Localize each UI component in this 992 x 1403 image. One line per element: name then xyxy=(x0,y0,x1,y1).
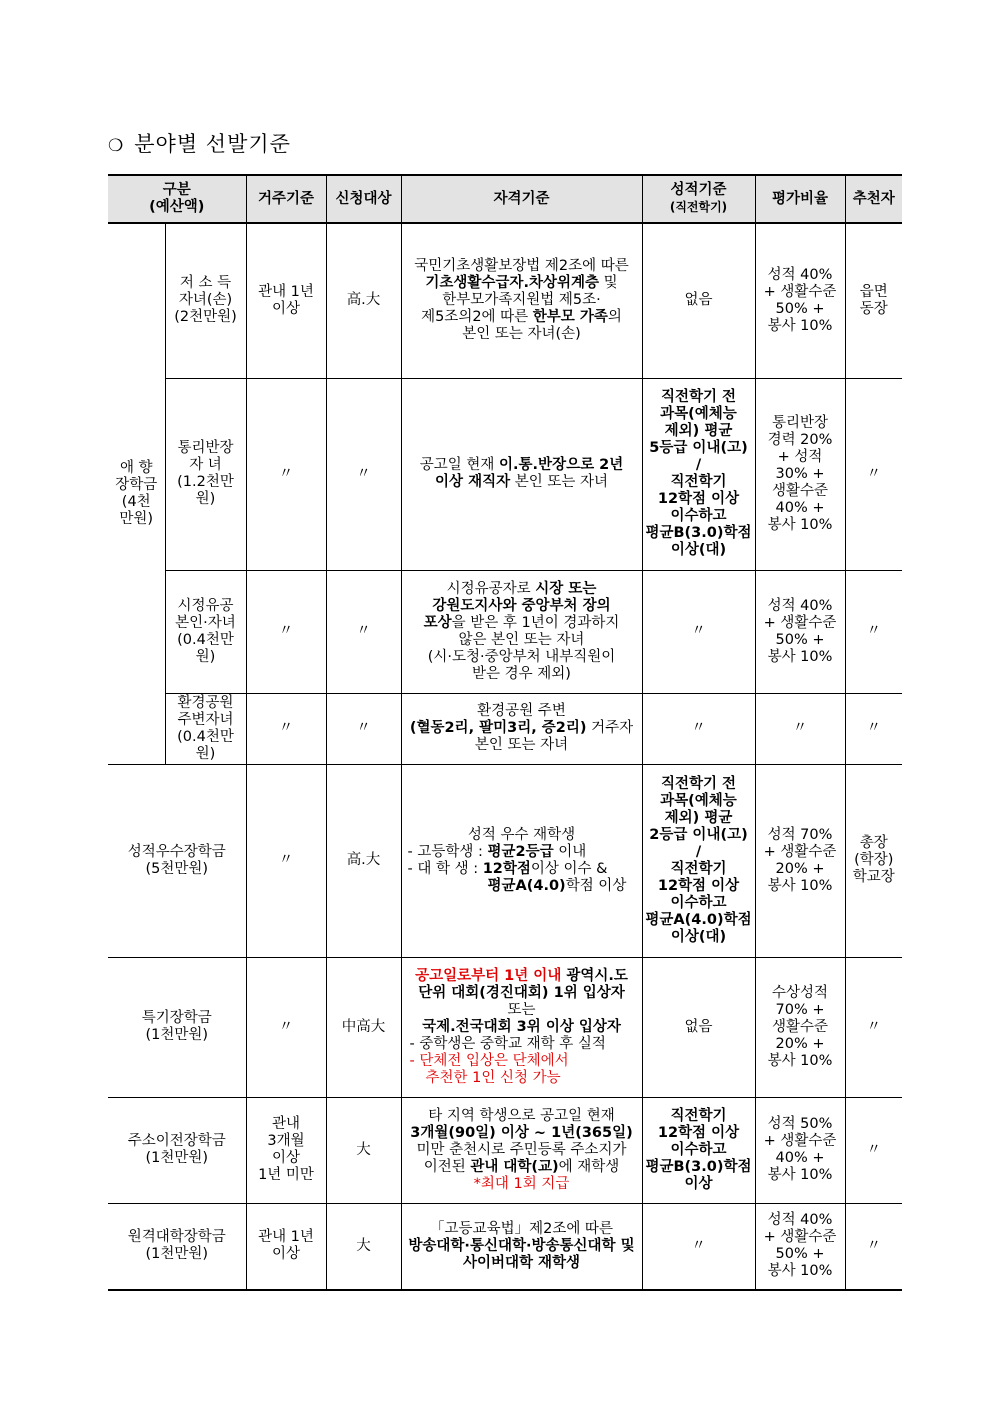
table-row xyxy=(108,764,902,957)
row-residence: 〃 xyxy=(246,570,326,693)
row-grade: 직전학기 12학점 이상 이수하고 평균B(3.0)학점 이상 xyxy=(642,1097,755,1203)
row-name: 특기장학금 (1천만원) xyxy=(108,957,246,1097)
circle-bullet-icon: ❍ xyxy=(108,136,125,156)
header-ratio: 평가비율 xyxy=(755,175,845,223)
row-residence: 〃 xyxy=(246,693,326,764)
row-qualification: 타 지역 학생으로 공고일 현재 3개월(90일) 이상 ~ 1년(365일) 미만 춘천시로 주민등록 주소지가 이전된 관내 대학(교)에 재학생 *최대 1회 지급 xyxy=(401,1097,642,1203)
selection-criteria-table xyxy=(108,174,902,1291)
header-recommender: 추천자 xyxy=(845,175,902,223)
row-residence: 관내 1년 이상 xyxy=(246,223,326,378)
row-grade: 직전학기 전 과목(예체능 제외) 평균 2등급 이내(고) / 직전학기 12학점 이상 이수하고 평균A(4.0)학점 이상(대) xyxy=(642,764,755,957)
row-recommender: 〃 xyxy=(845,1203,902,1290)
row-ratio: 통리반장 경력 20% + 성적 30% + 생활수준 40% + 봉사 10% xyxy=(755,378,845,570)
row-residence: 관내 3개월 이상 1년 미만 xyxy=(246,1097,326,1203)
table-row xyxy=(108,378,902,570)
header-row xyxy=(108,175,902,223)
row-grade: 직전학기 전 과목(예체능 제외) 평균 5등급 이내(고) / 직전학기 12학점 이상 이수하고 평균B(3.0)학점 이상(대) xyxy=(642,378,755,570)
row-grade: 없음 xyxy=(642,223,755,378)
row-qualification: 성적 우수 재학생 - 고등학생 : 평균2등급 이내 - 대 학 생 : 12학점이상 이수 & 평균A(4.0)학점 이상 xyxy=(401,764,642,957)
row-ratio: 성적 40% + 생활수준 50% + 봉사 10% xyxy=(755,570,845,693)
row-recommender: 〃 xyxy=(845,1097,902,1203)
row-recommender: 총장 (학장) 학교장 xyxy=(845,764,902,957)
row-target: 中高大 xyxy=(326,957,401,1097)
row-name: 환경공원 주변자녀 (0.4천만원) xyxy=(165,693,246,764)
table-row xyxy=(108,223,902,378)
row-ratio: 〃 xyxy=(755,693,845,764)
row-qualification: 공고일 현재 이.통.반장으로 2년 이상 재직자 본인 또는 자녀 xyxy=(401,378,642,570)
row-residence: 〃 xyxy=(246,764,326,957)
row-name: 원격대학장학금 (1천만원) xyxy=(108,1203,246,1290)
table-row xyxy=(108,957,902,1097)
row-qualification: 공고일로부터 1년 이내 광역시.도 단위 대회(경진대회) 1위 입상자 또는 국제.전국대회 3위 이상 입상자 - 중학생은 중학교 재학 후 실적 - 단체전 입상은 단체에서 추천한 1인 신청 가능 xyxy=(401,957,642,1097)
header-target: 신청대상 xyxy=(326,175,401,223)
row-name: 저 소 득 자녀(손) (2천만원) xyxy=(165,223,246,378)
row-recommender: 〃 xyxy=(845,570,902,693)
row-target: 〃 xyxy=(326,693,401,764)
row-name: 시정유공 본인·자녀 (0.4천만원) xyxy=(165,570,246,693)
row-ratio: 성적 50% + 생활수준 40% + 봉사 10% xyxy=(755,1097,845,1203)
row-name: 주소이전장학금 (1천만원) xyxy=(108,1097,246,1203)
row-name: 통리반장 자 녀 (1.2천만원) xyxy=(165,378,246,570)
row-qualification: 환경공원 주변 (혈동2리, 팔미3리, 증2리) 거주자 본인 또는 자녀 xyxy=(401,693,642,764)
header-qualification: 자격기준 xyxy=(401,175,642,223)
row-grade: 〃 xyxy=(642,570,755,693)
row-qualification: 국민기초생활보장법 제2조에 따른 기초생활수급자.차상위계층 및 한부모가족지원법 제5조· 제5조의2에 따른 한부모 가족의 본인 또는 자녀(손) xyxy=(401,223,642,378)
row-ratio: 성적 40% + 생활수준 50% + 봉사 10% xyxy=(755,223,845,378)
header-residence: 거주기준 xyxy=(246,175,326,223)
row-qualification: 「고등교육법」제2조에 따른 방송대학·통신대학·방송통신대학 및 사이버대학 재학생 xyxy=(401,1203,642,1290)
table-row xyxy=(108,1097,902,1203)
row-residence: 〃 xyxy=(246,957,326,1097)
row-target: 高.大 xyxy=(326,223,401,378)
row-target: 大 xyxy=(326,1203,401,1290)
row-grade: 〃 xyxy=(642,693,755,764)
group-aehyang: 애 향 장학금 (4천 만원) xyxy=(108,223,165,764)
row-target: 〃 xyxy=(326,378,401,570)
section-title: 분야별 선발기준 xyxy=(134,132,291,156)
row-recommender: 읍면 동장 xyxy=(845,223,902,378)
row-grade: 〃 xyxy=(642,1203,755,1290)
row-residence: 관내 1년 이상 xyxy=(246,1203,326,1290)
row-name: 성적우수장학금 (5천만원) xyxy=(108,764,246,957)
table-row xyxy=(108,693,902,764)
section-heading xyxy=(108,128,291,158)
table-row xyxy=(108,1203,902,1290)
row-ratio: 성적 70% + 생활수준 20% + 봉사 10% xyxy=(755,764,845,957)
row-grade: 없음 xyxy=(642,957,755,1097)
row-ratio: 성적 40% + 생활수준 50% + 봉사 10% xyxy=(755,1203,845,1290)
row-recommender: 〃 xyxy=(845,957,902,1097)
row-recommender: 〃 xyxy=(845,693,902,764)
row-target: 大 xyxy=(326,1097,401,1203)
row-target: 高.大 xyxy=(326,764,401,957)
row-residence: 〃 xyxy=(246,378,326,570)
row-target: 〃 xyxy=(326,570,401,693)
header-grade: 성적기준 (직전학기) xyxy=(642,175,755,223)
row-recommender: 〃 xyxy=(845,378,902,570)
row-ratio: 수상성적 70% + 생활수준 20% + 봉사 10% xyxy=(755,957,845,1097)
row-qualification: 시정유공자로 시장 또는 강원도지사와 중앙부처 장의 포상을 받은 후 1년이 경과하지 않은 본인 또는 자녀 (시·도청·중앙부처 내부직원이 받은 경우 제외) xyxy=(401,570,642,693)
header-category: 구분 (예산액) xyxy=(108,175,246,223)
table-row xyxy=(108,570,902,693)
